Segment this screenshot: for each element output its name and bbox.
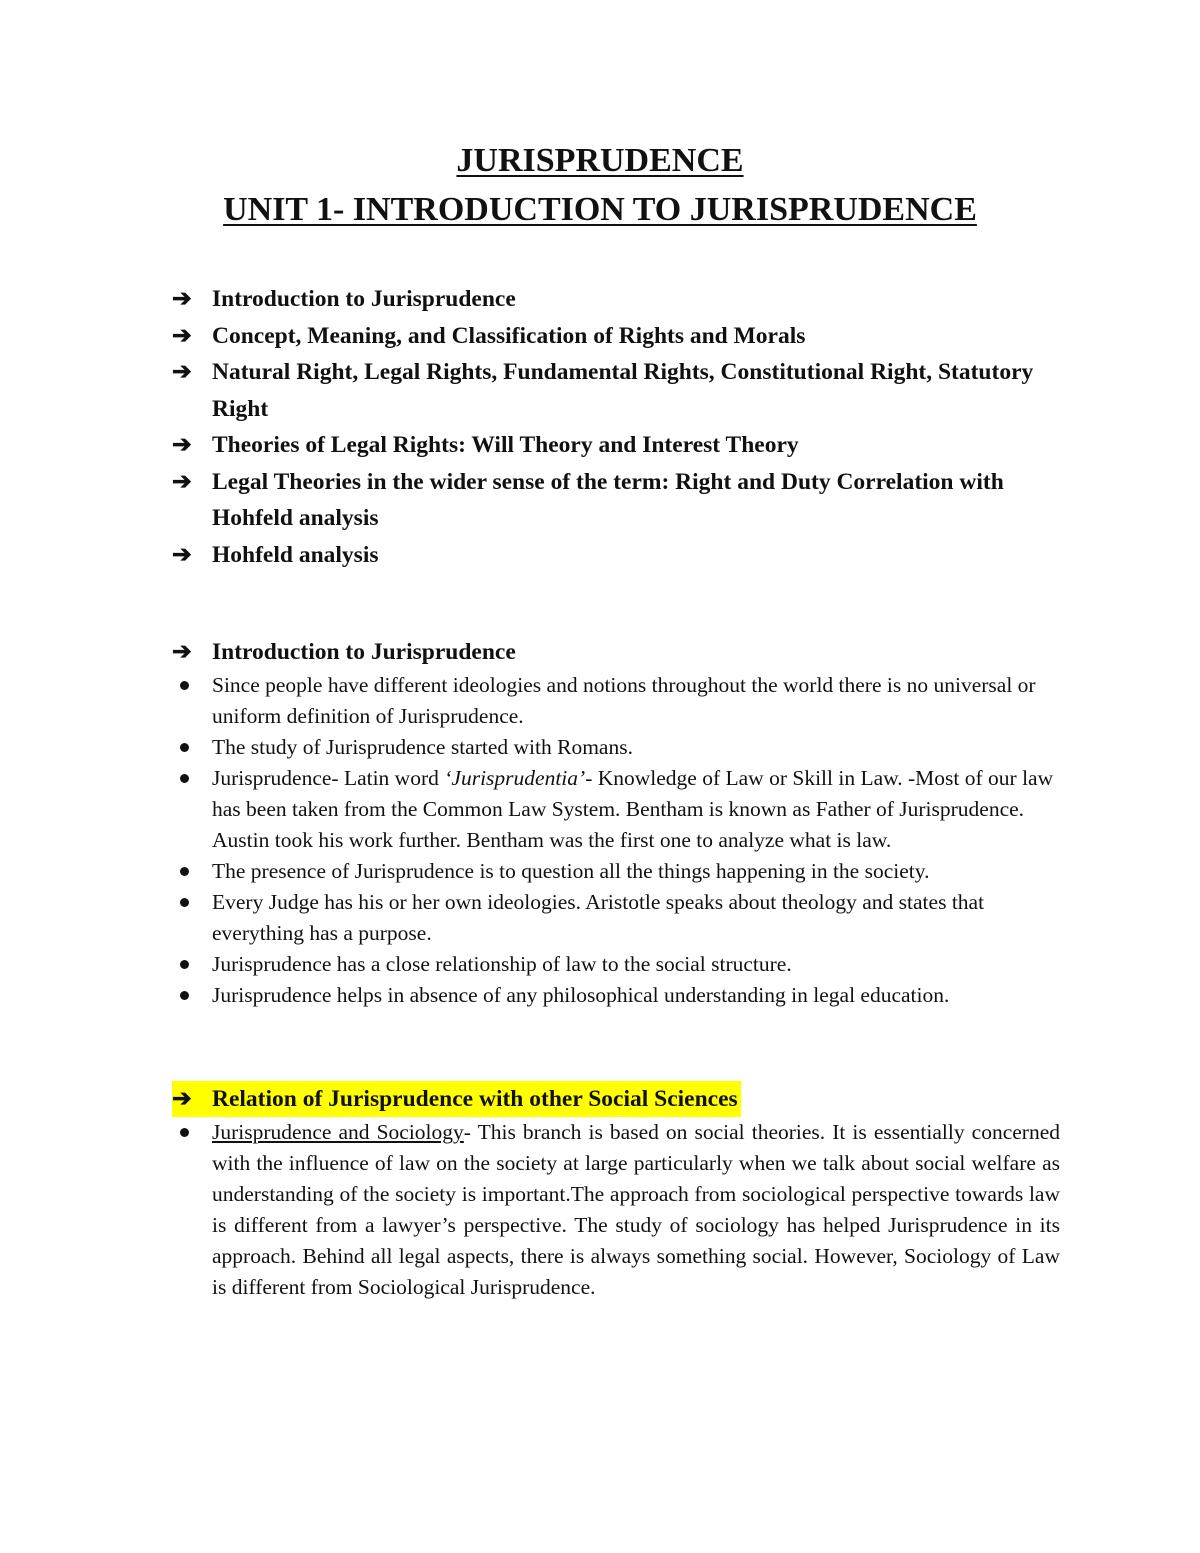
list-item-text: The presence of Jurisprudence is to question all the things happening in the society. bbox=[212, 859, 930, 883]
toc-item bbox=[172, 464, 1072, 537]
arrow-icon: ➔ bbox=[172, 468, 192, 495]
toc-item bbox=[172, 318, 1072, 355]
arrow-icon: ➔ bbox=[172, 322, 192, 349]
list-item-text: Every Judge has his or her own ideologies. Aristotle speaks about theology and states that everything has a purpose. bbox=[212, 890, 985, 945]
bullet-dot-icon bbox=[180, 1128, 189, 1137]
list-item-prefix: Jurisprudence- Latin word bbox=[212, 766, 445, 790]
bullet-dot-icon bbox=[180, 681, 189, 690]
subtopic-title: Jurisprudence and Sociology bbox=[212, 1120, 464, 1144]
arrow-icon: ➔ bbox=[172, 639, 192, 665]
list-item bbox=[172, 887, 1060, 949]
unit-title: UNIT 1- INTRODUCTION TO JURISPRUDENCE bbox=[223, 191, 977, 228]
toc-item-label: Hohfeld analysis bbox=[212, 541, 379, 568]
arrow-icon: ➔ bbox=[172, 1086, 192, 1112]
list-item bbox=[172, 732, 1060, 763]
toc-item bbox=[172, 537, 1072, 574]
list-item bbox=[172, 763, 1060, 856]
list-item-text: - This branch is based on social theories. It is essentially concerned with the influence of law on the society at large particularly when we talk about social welfare as understanding of the society is important.The approach from sociological perspective towards law is different from a lawyer’s perspective. The study of sociology has helped Jurisprudence in its approach. Behind all legal aspects, there is always something social. However, Sociology of Law is different from Sociological Jurisprudence. bbox=[212, 1120, 1060, 1299]
list-item-suffix: - Knowledge of Law or Skill in Law. -Most of our law has been taken from the Common Law System. Bentham is known as Father of Jurisprudence. Austin took his work further. Bentham was the first one to analyze what is law. bbox=[212, 766, 1054, 852]
list-item bbox=[172, 980, 1060, 1011]
bullet-dot-icon bbox=[180, 743, 189, 752]
introduction-bullet-list bbox=[172, 670, 1060, 1011]
section-heading-introduction bbox=[172, 634, 516, 670]
table-of-contents bbox=[172, 281, 1072, 573]
bullet-dot-icon bbox=[180, 960, 189, 969]
list-item bbox=[172, 856, 1060, 887]
toc-item bbox=[172, 427, 1072, 464]
bullet-dot-icon bbox=[180, 991, 189, 1000]
section-heading-relation bbox=[172, 1081, 741, 1117]
list-item bbox=[172, 1117, 1060, 1303]
arrow-icon: ➔ bbox=[172, 541, 192, 568]
toc-item bbox=[172, 354, 1072, 427]
bullet-dot-icon bbox=[180, 867, 189, 876]
bullet-dot-icon bbox=[180, 774, 189, 783]
list-item bbox=[172, 949, 1060, 980]
list-item bbox=[172, 670, 1060, 732]
relation-bullet-list bbox=[172, 1117, 1060, 1303]
arrow-icon: ➔ bbox=[172, 286, 192, 312]
arrow-icon: ➔ bbox=[172, 359, 192, 385]
list-item-text: The study of Jurisprudence started with Romans. bbox=[212, 735, 633, 759]
section-heading-label: Introduction to Jurisprudence bbox=[212, 639, 516, 665]
section-heading-label: Relation of Jurisprudence with other Social Sciences bbox=[212, 1086, 738, 1112]
latin-term: ‘Jurisprudentia’ bbox=[444, 766, 586, 790]
toc-item-label: Legal Theories in the wider sense of the term: Right and Duty Correlation with Hohfeld analysis bbox=[212, 468, 1004, 531]
arrow-icon: ➔ bbox=[172, 432, 192, 458]
toc-item bbox=[172, 281, 1072, 318]
list-item-text: Jurisprudence has a close relationship of law to the social structure. bbox=[212, 952, 792, 976]
toc-item-label: Concept, Meaning, and Classification of Rights and Morals bbox=[212, 322, 806, 349]
toc-item-label: Theories of Legal Rights: Will Theory and Interest Theory bbox=[212, 432, 799, 458]
list-item-text: Since people have different ideologies and notions throughout the world there is no universal or uniform definition of Jurisprudence. bbox=[212, 673, 1036, 728]
document-title: JURISPRUDENCE bbox=[456, 142, 744, 179]
list-item-text: Jurisprudence helps in absence of any philosophical understanding in legal education. bbox=[212, 983, 950, 1007]
toc-item-label: Natural Right, Legal Rights, Fundamental Rights, Constitutional Right, Statutory Right bbox=[212, 359, 1034, 422]
toc-item-label: Introduction to Jurisprudence bbox=[212, 286, 516, 312]
bullet-dot-icon bbox=[180, 898, 189, 907]
